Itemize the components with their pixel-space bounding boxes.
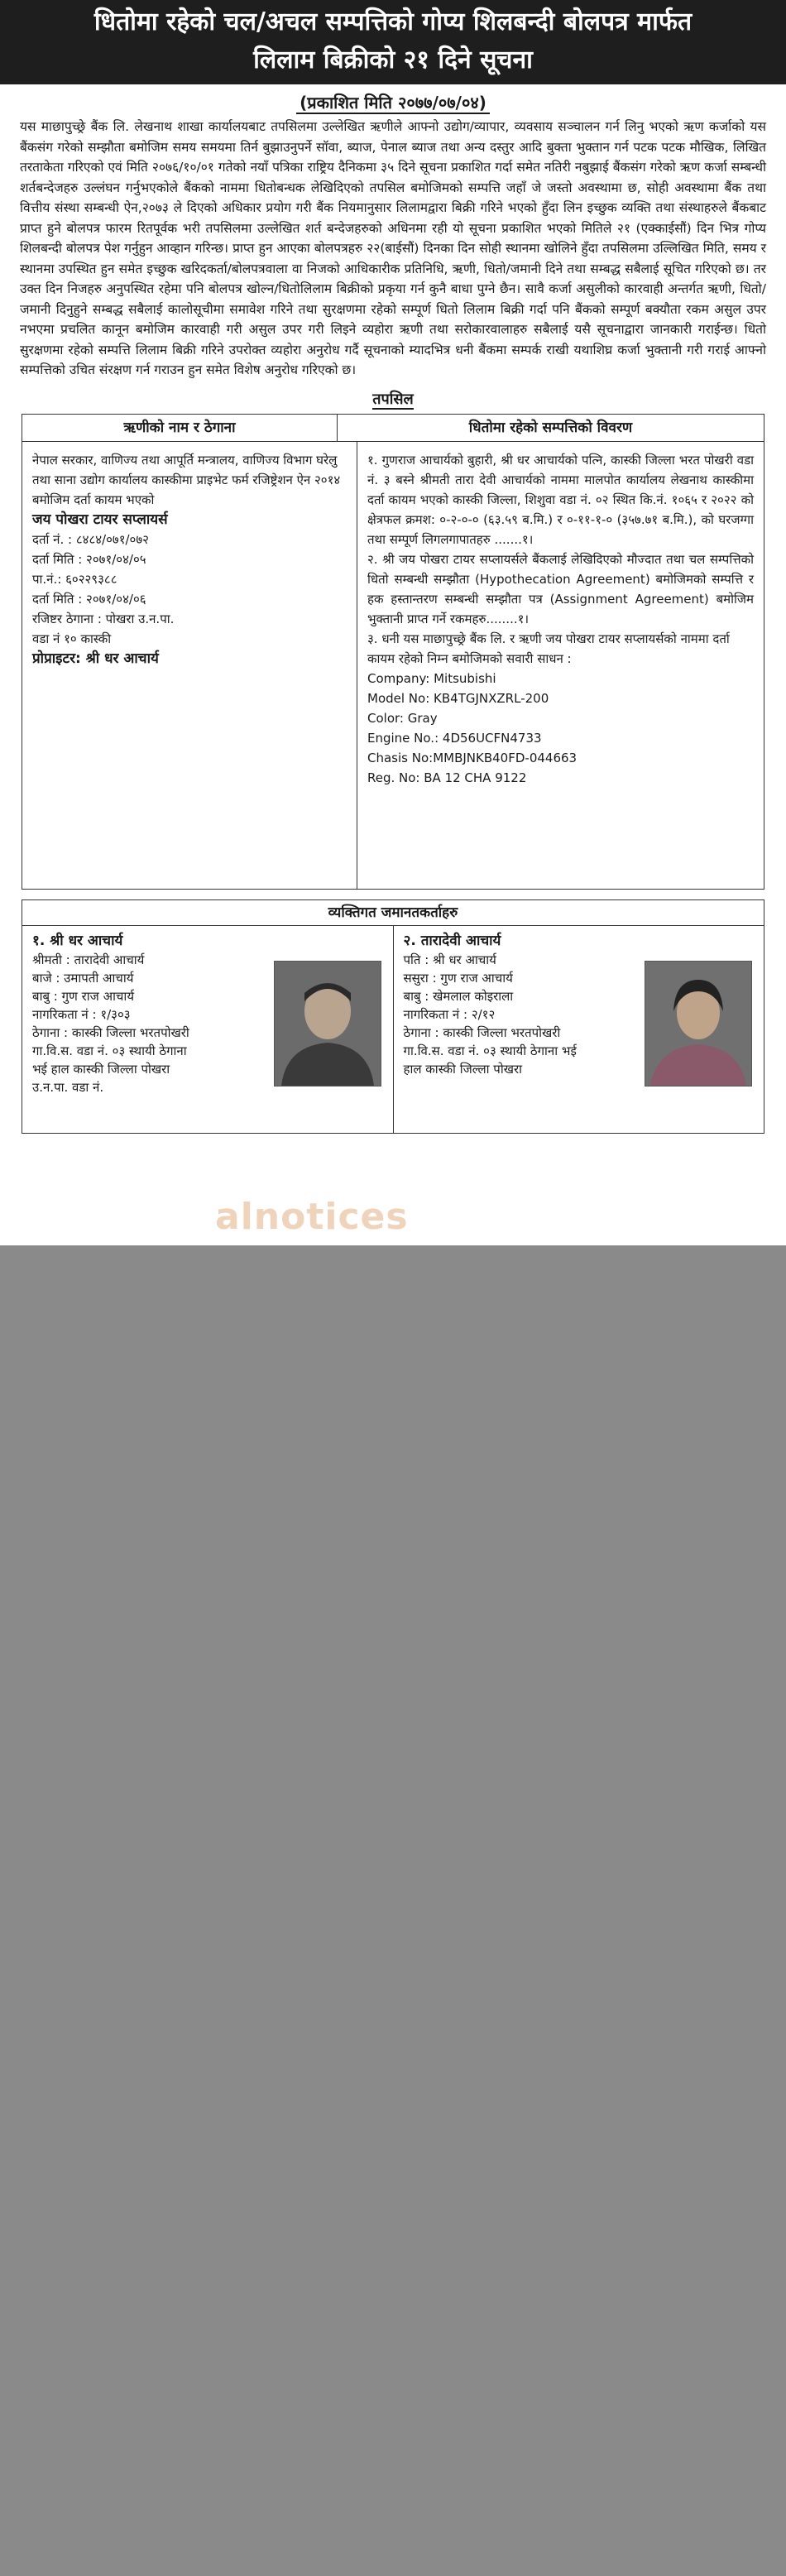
vehicle-color: Color: Gray (367, 710, 438, 726)
guarantor-line: बाबु : खेमलाल कोइराला (403, 988, 514, 1004)
guarantor-name: २. तारादेवी आचार्य (403, 932, 501, 949)
col-assets-header: धितोमा रहेको सम्पत्तिको विवरण (468, 419, 633, 436)
schedule-table (22, 414, 764, 890)
auction-notice (0, 0, 786, 1245)
watermark-text: alnotices (215, 1196, 409, 1238)
assets-cell (357, 442, 764, 889)
vehicle-engine: Engine No.: 4D56UCFN4733 (367, 730, 542, 746)
borrower-reg-no: दर्ता नं. : ८४८४/०७१/०७२ (32, 531, 149, 547)
guarantor-line: हाल कास्की जिल्ला पोखरा (403, 1061, 523, 1077)
vehicle-company: Company: Mitsubishi (367, 670, 496, 686)
guarantor-line: श्रीमती : तारादेवी आचार्य (32, 952, 145, 967)
guarantor-photo (274, 961, 381, 1087)
guarantors-title: व्यक्तिगत जमानतकर्ताहरु (22, 899, 764, 925)
table-header (22, 415, 764, 442)
asset-item-2: २. श्री जय पोखरा टायर सप्लायर्सले बैंकलाई लेखिदिएको मौज्दात तथा चल सम्पत्तिको धितो सम्बन्धी सम्झौता (Hypothecation Agreement) बमोजिमको सम्पत्ति र हक हस्तान्तरण सम्बन्धी सम्झौता पत्र (Assignment Agreement) बमोजिम भुक्तानी प्राप्त गर्ने रकमहरु........१। (367, 551, 754, 626)
borrower-proprietor: प्रोप्राइटर: श्री धर आचार्य (32, 650, 159, 667)
guarantor-line: ठेगाना : कास्की जिल्ला भरतपोखरी (32, 1024, 189, 1040)
guarantor-line: नागरिकता नं : २/१२ (403, 1006, 496, 1022)
header-line-2: लिलाम बिक्रीको २१ दिने सूचना (253, 46, 533, 74)
guarantor-name: १. श्री धर आचार्य (32, 932, 123, 949)
borrower-ward: वडा नं १० कास्की (32, 631, 112, 646)
table-body (22, 442, 764, 889)
asset-item-3: ३. धनी यस माछापुच्छ्रे बैंक लि. र ऋणी जय पोखरा टायर सप्लायर्सको नाममा दर्ता कायम रहेको निम्न बमोजिमको सवारी साधन : (367, 631, 730, 666)
published-date: (प्रकाशित मिति २०७७/०७/०४) (0, 91, 786, 113)
borrower-pan: पा.नं.: ६०२२९३८८ (32, 571, 117, 587)
col-borrower-header: ऋणीको नाम र ठेगाना (22, 415, 338, 441)
guarantor-line: बाजे : उमापती आचार्य (32, 970, 134, 986)
schedule-title: तपसिल (372, 390, 414, 408)
borrower-reg-date-2: दर्ता मिति : २०७१/०४/०६ (32, 591, 146, 607)
guarantor-card (22, 926, 394, 1133)
guarantor-line: ससुरा : गुण राज आचार्य (403, 970, 513, 986)
vehicle-chassis: Chasis No:MMBJNKB40FD-044663 (367, 750, 578, 765)
guarantor-line: ठेगाना : कास्की जिल्ला भरतपोखरी (403, 1024, 561, 1040)
header-line-1: धितोमा रहेको चल/अचल सम्पत्तिको गोप्य शिलबन्दी बोलपत्र मार्फत (93, 7, 693, 36)
asset-item-1: १. गुणराज आचार्यको बुहारी, श्री धर आचार्यको पत्नि, कास्की जिल्ला भरत पोखरी वडा नं. ३ बस्ने श्रीमती तारा देवी आचार्यको नाममा मालपोत कार्यालय लेखनाथ कास्कीमा दर्ता कायम भएको कास्की जिल्ला, शिशुवा वडा नं. ०२ स्थित कि.नं. १०६५ र २०२२ को क्षेत्रफल क्रमश: ०-२-०-० (६३.५९ ब.मि.) र ०-११-१-० (३५७.७१ ब.मि.), को घरजग्गा तथा सम्पूर्ण लिगलगापातहरु .......१। (367, 452, 754, 547)
guarantor-line: उ.न.पा. वडा नं. (32, 1079, 104, 1095)
guarantor-card (394, 926, 764, 1133)
guarantor-line: बाबु : गुण राज आचार्य (32, 988, 135, 1004)
guarantors-section (22, 925, 764, 1134)
borrower-cell (22, 442, 357, 889)
borrower-name: जय पोखरा टायर सप्लायर्स (32, 511, 168, 528)
guarantor-line: भई हाल कास्की जिल्ला पोखरा (32, 1061, 170, 1077)
borrower-reg-date: दर्ता मिति : २०७१/०४/०५ (32, 551, 146, 567)
borrower-intro: नेपाल सरकार, वाणिज्य तथा आपूर्ति मन्त्रालय, वाणिज्य विभाग घरेलु तथा साना उद्योग कार्यालय कास्कीमा प्राइभेट फर्म रजिष्ट्रेशन ऐन २०१४ बमोजिम दर्ता कायम भएको (32, 452, 341, 507)
guarantor-line: पति : श्री धर आचार्य (403, 952, 496, 967)
guarantor-line: नागरिकता नं : १/३०३ (32, 1006, 131, 1022)
guarantor-photo (645, 961, 752, 1087)
borrower-office-address: रजिष्टर ठेगाना : पोखरा उ.न.पा. (32, 611, 175, 626)
notice-header (0, 0, 786, 84)
vehicle-model: Model No: KB4TGJNXZRL-200 (367, 690, 549, 706)
guarantor-line: गा.वि.स. वडा नं. ०३ स्थायी ठेगाना भई (403, 1043, 577, 1058)
intro-paragraph: यस माछापुच्छ्रे बैंक लि. लेखनाथ शाखा कार्यालयबाट तपसिलमा उल्लेखित ऋणीले आफ्नो उद्योग/व्यापार, व्यवसाय सञ्चालन गर्न लिनु भएको ऋण कर्जाको यस बैंकसंग गरेको सम्झौता बमोजिम समय समयमा तिर्न बुझाउनुपर्ने सॉवा, ब्याज, पेनाल ब्याज तथा अन्य दस्तुर आदि बुक्ता भुक्तान गर्न पटक पटक मौखिक, लिखित तरताकेता गरिएको एवं मिति २०७६/१०/०१ गतेको नयाँ पत्रिका राष्ट्रिय दैनिकमा ३५ दिने सूचना प्रकाशित गर्दा समेत नतिरी नबुझाई बैंकसंग गरेको ऋण कर्जा सम्बन्धी शर्तबन्देजहरु उल्लंघन गर्नुभएकोले बैंकको नाममा धितोबन्धक लेखिदिएको तपसिल बमोजिमको सम्पत्ति जहाँ जे जस्तो अवस्थामा छ, सोही अवस्थामा बैंक तथा वित्तीय संस्था सम्बन्धी ऐन,२०७३ ले दिएको अधिकार प्रयोग गरी बैंक नियमानुसार लिलामद्वारा बिक्री गरिने भएको हुँदा लिन इच्छुक व्यक्ति तथा संस्थाहरुले बैंकबाट प्राप्त हुने बोलपत्र फारम रितपूर्वक भरी तपसिलमा उल्लेखित शर्त बन्देजहरुको अधिनमा रही यो सूचना प्रकाशित भएको मितिले २१ (एक्काईसौं) दिन भित्र गोप्य शिलबन्दी बोलपत्र पेश गर्नुहुन आव्हान गरिन्छ। प्राप्त हुन आएका बोलपत्रहरु २२(बाईसौं) दिनका दिन सोही स्थानमा खोलिने हुँदा तपसिलमा उल्लिखित मिति, समय र स्थानमा उपस्थित हुन समेत इच्छुक खरिदकर्ता/बोलपत्रवाला वा निजको आधिकारीक प्रतिनिधि, ऋणी, धितो/जमानी दिने तथा सम्बद्ध सबैलाई सूचित गरिएको छ। तर उक्त दिन निजहरु अनुपस्थित रहेमा पनि बोलपत्र खोल्न/धितोलिलाम बिक्रीको प्रकृया गर्न कुनै बाधा पुग्ने छैन। सावै कर्जा असुलीको कारवाही अन्तर्गत ऋणी, धितो/जमानी दिनुहुने सम्बद्ध सबैलाई कालोसूचीमा समावेश गरिने तथा सुरक्षणमा रहेको सम्पूर्ण धितो लिलाम बिक्री गर्दा पनि बैंकको सम्पूर्ण बक्यौता रकम असुल उपर नभएमा प्रचलित कानून बमोजिम कारवाही गरी असुल उपर गरी लिइने व्यहोरा ऋणी तथा सरोकारवालाहरु सबैलाई यसै सूचनाद्वारा जानकारी गराईन्छ। धितो सुरक्षणमा रहेको सम्पत्ति लिलाम बिक्री गरिने उपरोक्त व्यहोरा अनुरोध गर्दै सूचनाको म्यादभित्र धनी बैंकमा सम्पर्क राखी यथाशिघ्र कर्जा भुक्तानी गरी गराई आफ्नो सम्पत्तिको उचित संरक्षण गर्न गराउन हुन समेत विशेष अनुरोध गरिएको छ। (20, 119, 766, 377)
vehicle-reg: Reg. No: BA 12 CHA 9122 (367, 770, 527, 785)
guarantor-line: गा.वि.स. वडा नं. ०३ स्थायी ठेगाना (32, 1043, 187, 1058)
